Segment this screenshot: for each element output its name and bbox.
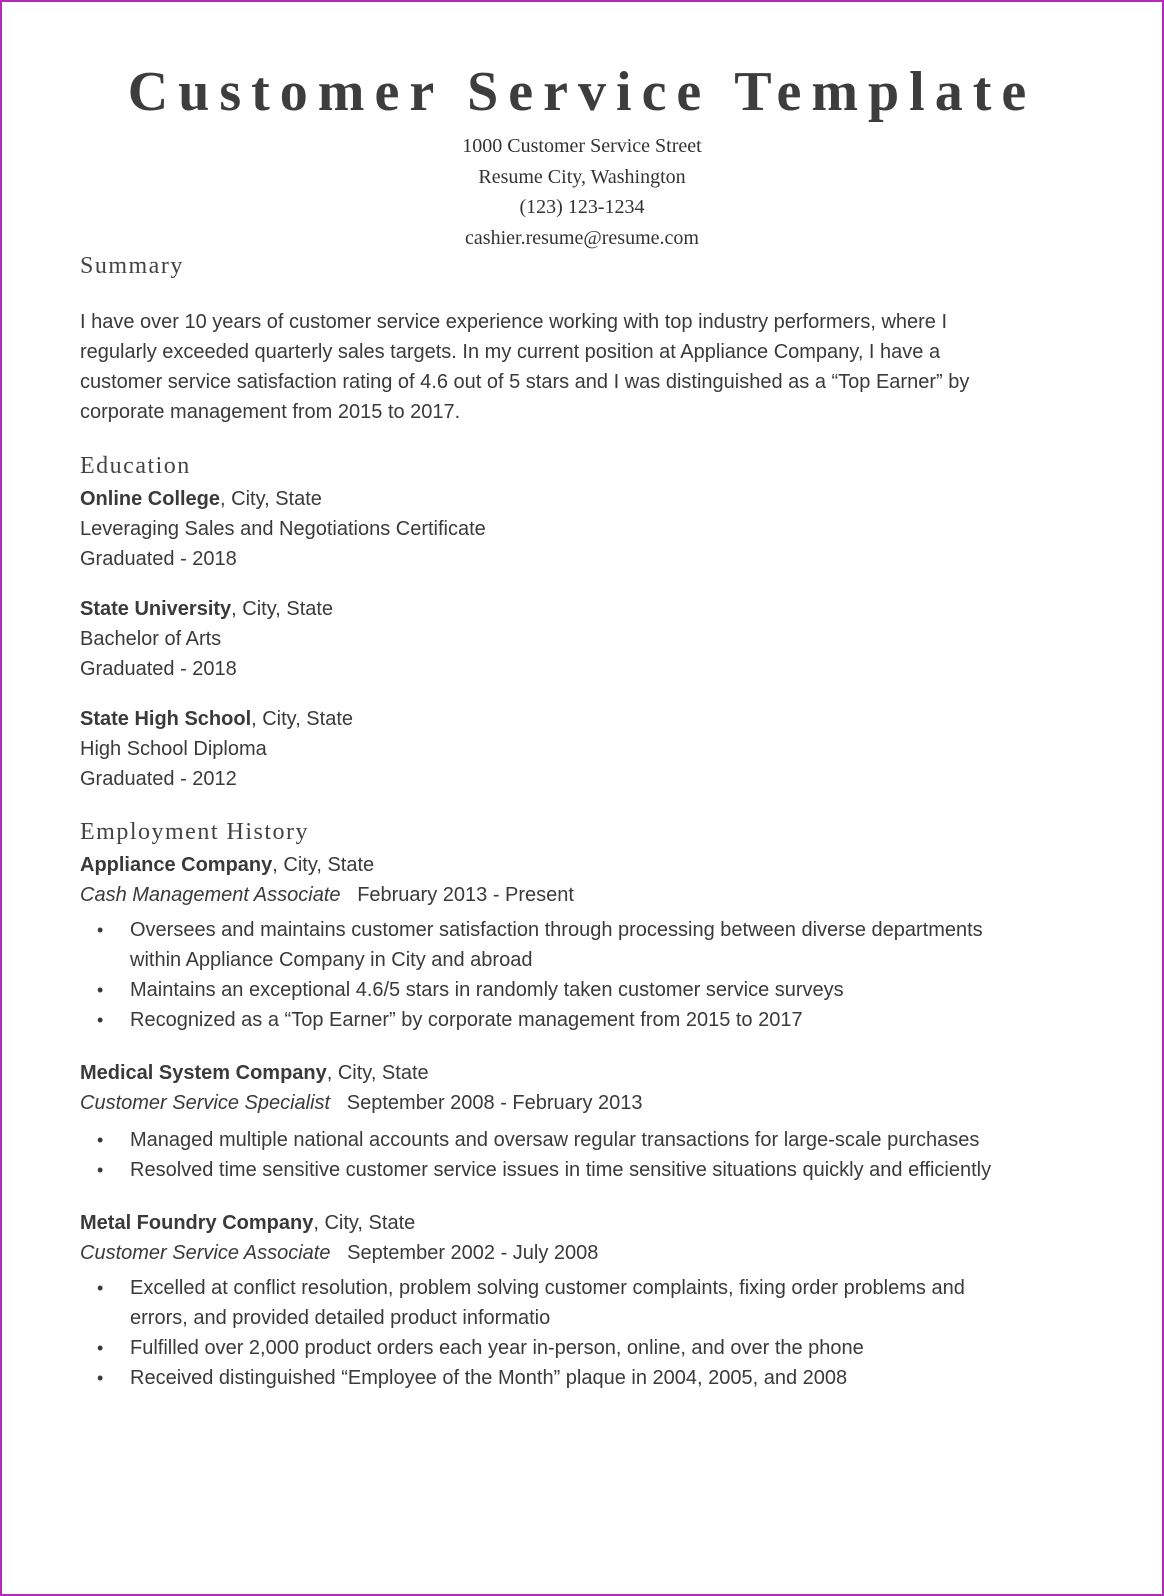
company-line: [80, 850, 1090, 880]
bullet-dot: •: [97, 1130, 104, 1150]
job-header: [80, 850, 1090, 910]
bullet-dot: •: [97, 1278, 104, 1298]
summary-line: I have over 10 years of customer service experience working with top industry performers, where I: [80, 311, 948, 333]
graduation-year: Graduated - 2018: [80, 658, 237, 680]
education-entry: [80, 704, 1090, 794]
contact-block: [52, 131, 1112, 253]
bullet-text: errors, and provided detailed product informatio: [130, 1307, 551, 1329]
education-heading: Education: [80, 453, 191, 479]
email-address: cashier.resume@resume.com: [465, 226, 699, 249]
summary-paragraph: [80, 307, 1090, 427]
credential: Leveraging Sales and Negotiations Certificate: [80, 518, 486, 540]
address-line-1: 1000 Customer Service Street: [462, 135, 702, 157]
school-location: , City, State: [231, 598, 334, 620]
bullet-dot: •: [97, 920, 104, 940]
bullet-text: Oversees and maintains customer satisfaction through processing between diverse departments: [130, 919, 983, 941]
job-role: Cash Management Associate: [80, 884, 341, 906]
graduation-year: Graduated - 2018: [80, 548, 237, 570]
role-line: [80, 880, 1090, 910]
job-dates: September 2002 - July 2008: [347, 1242, 599, 1264]
company-name: Metal Foundry Company: [80, 1212, 314, 1234]
school-location: , City, State: [251, 708, 354, 730]
job-dates: February 2013 - Present: [357, 884, 574, 906]
bullet-text: Recognized as a “Top Earner” by corporate management from 2015 to 2017: [130, 1009, 803, 1031]
bullet-item: [80, 1155, 1100, 1185]
bullet-text: Excelled at conflict resolution, problem solving customer complaints, fixing order problems and: [130, 1277, 965, 1299]
bullet-item: [80, 1333, 1100, 1363]
job-bullets: [80, 1125, 1100, 1185]
role-line: [80, 1238, 1090, 1268]
bullet-text: Received distinguished “Employee of the Month” plaque in 2004, 2005, and 2008: [130, 1367, 848, 1389]
school-name: State University: [80, 598, 232, 620]
bullet-dot: •: [97, 1160, 104, 1180]
summary-line: customer service satisfaction rating of 4.6 out of 5 stars and I was distinguished as a “Top Earner” by: [80, 371, 970, 393]
job-bullets: [80, 1273, 1100, 1393]
address-line-2: Resume City, Washington: [478, 165, 686, 188]
company-name: Medical System Company: [80, 1062, 327, 1084]
job-header: [80, 1058, 1090, 1118]
graduation-year: Graduated - 2012: [80, 768, 237, 790]
school-line: [80, 704, 1090, 734]
education-entry: [80, 594, 1090, 684]
company-line: [80, 1208, 1090, 1238]
bullet-dot: •: [97, 1338, 104, 1358]
bullet-dot: •: [97, 1368, 104, 1388]
credential: Bachelor of Arts: [80, 628, 222, 650]
document-title: Customer Service Template: [127, 61, 1037, 123]
bullet-text: Fulfilled over 2,000 product orders each year in-person, online, and over the phone: [130, 1337, 864, 1359]
role-line: [80, 1088, 1090, 1118]
phone-number: (123) 123-1234: [519, 196, 645, 218]
employment-heading: Employment History: [80, 819, 309, 845]
bullet-text: Maintains an exceptional 4.6/5 stars in randomly taken customer service surveys: [130, 979, 844, 1001]
job-header: [80, 1208, 1090, 1268]
company-location: , City, State: [313, 1212, 416, 1234]
bullet-item: [80, 1273, 1100, 1333]
school-location: , City, State: [220, 488, 322, 510]
summary-line: regularly exceeded quarterly sales targets. In my current position at Appliance Company, I have a: [80, 341, 941, 363]
school-name: Online College: [80, 488, 221, 510]
job-dates: September 2008 - February 2013: [346, 1092, 643, 1114]
credential: High School Diploma: [80, 738, 267, 760]
bullet-dot: •: [97, 980, 104, 1000]
school-line: [80, 484, 1090, 514]
bullet-text: Resolved time sensitive customer service issues in time sensitive situations quickly and efficiently: [130, 1159, 992, 1181]
job-role: Customer Service Associate: [80, 1242, 331, 1264]
bullet-item: [80, 1125, 1100, 1155]
school-name: State High School: [80, 708, 252, 730]
bullet-item: [80, 975, 1100, 1005]
bullet-item: [80, 1363, 1100, 1393]
company-line: [80, 1058, 1090, 1088]
job-bullets: [80, 915, 1100, 1035]
job-role: Customer Service Specialist: [80, 1092, 331, 1114]
summary-line: corporate management from 2015 to 2017.: [80, 401, 461, 423]
bullet-text: within Appliance Company in City and abroad: [130, 949, 533, 971]
bullet-item: [80, 915, 1100, 975]
company-name: Appliance Company: [80, 854, 273, 876]
summary-heading: Summary: [80, 253, 184, 279]
bullet-item: [80, 1005, 1100, 1035]
education-entry: [80, 484, 1090, 574]
company-location: , City, State: [326, 1062, 429, 1084]
bullet-text: Managed multiple national accounts and oversaw regular transactions for large-scale purchases: [130, 1129, 980, 1151]
school-line: [80, 594, 1090, 624]
bullet-dot: •: [97, 1010, 104, 1030]
company-location: , City, State: [272, 854, 375, 876]
